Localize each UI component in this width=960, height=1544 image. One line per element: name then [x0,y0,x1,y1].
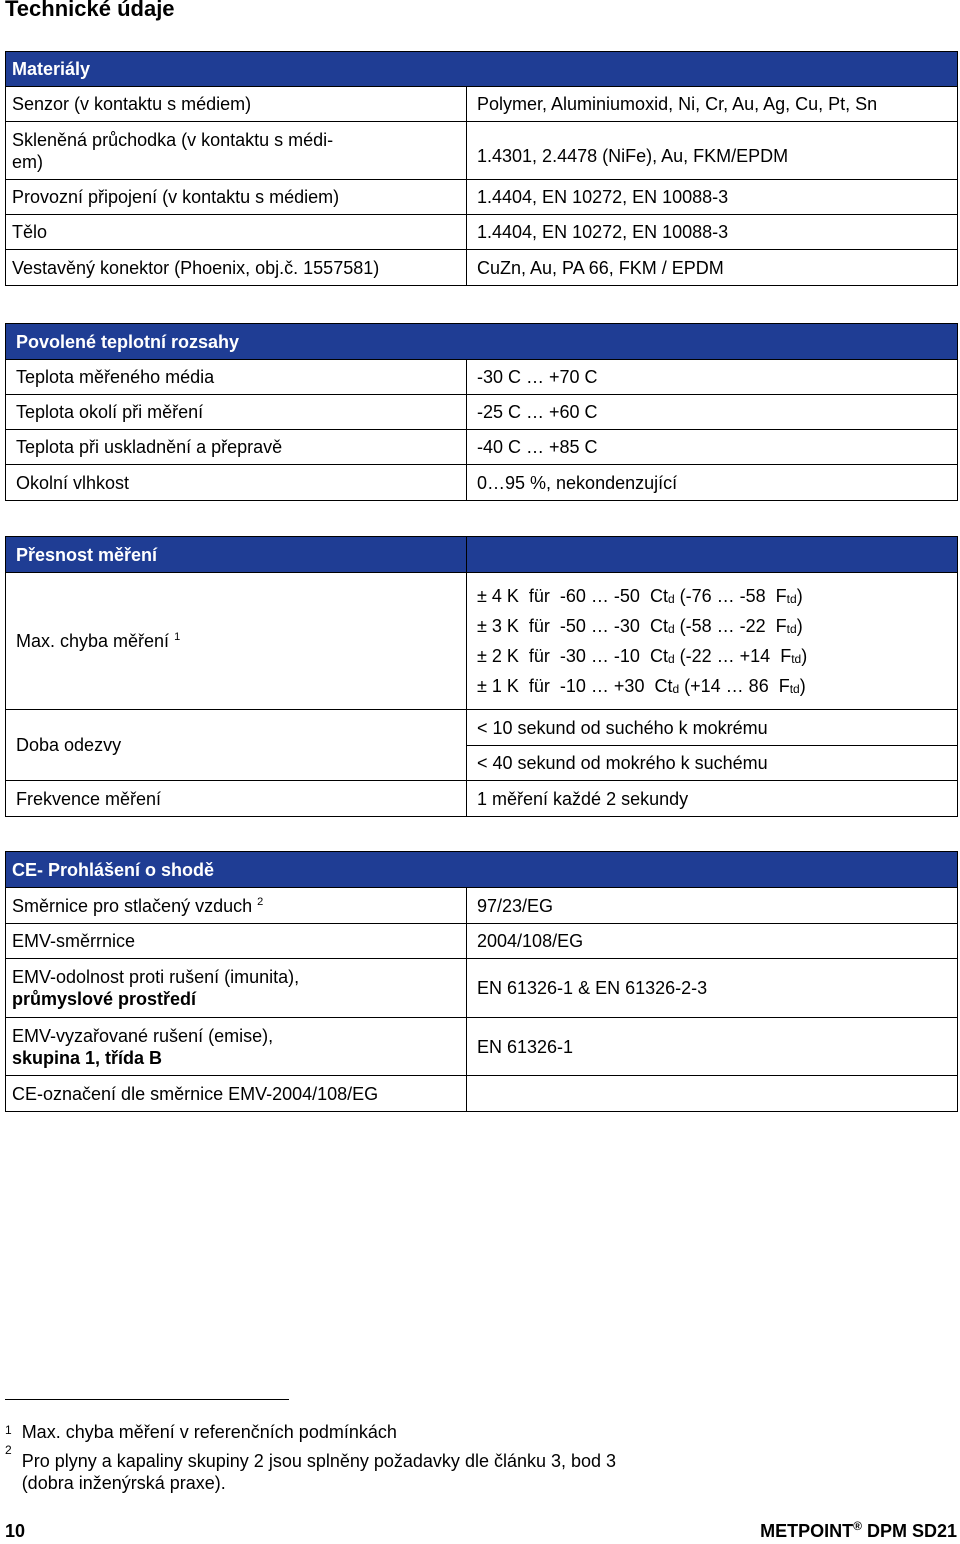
table-row [6,959,958,1018]
table-row [6,430,958,465]
accuracy-line: ± 2 K für -30 … -10 $Ct_d$ (-22 … +14 $F_{td}$) [477,646,808,666]
table-row [6,1018,958,1076]
temperatures-header-row [6,324,958,360]
row-label: EMV-vyzařované rušení (emise), skupina 1, třída B [6,1018,467,1076]
row-label: Vestavěný konektor (Phoenix, obj.č. 1557581) [6,250,467,286]
row-value: Polymer, Aluminiumoxid, Ni, Cr, Au, Ag, Cu, Pt, Sn [467,87,958,122]
table-row [6,1076,958,1112]
row-label: EMV-odolnost proti rušení (imunita), průmyslové prostředí [6,959,467,1018]
table-row [6,87,958,122]
accuracy-header: Přesnost měření [6,537,467,573]
row-value: 1.4301, 2.4478 (NiFe), Au, FKM/EPDM [467,122,958,180]
row-value: 2004/108/EG [467,924,958,959]
frequency-value: 1 měření každé 2 sekundy [467,781,958,817]
row-label: Senzor (v kontaktu s médiem) [6,87,467,122]
accuracy-table [5,536,958,817]
table-row [6,573,958,710]
row-value: -30 C … +70 C [467,360,958,395]
materials-table [5,51,958,286]
ce-header: CE- Prohlášení o shodě [6,852,958,888]
row-label: Skleněná průchodka (v kontaktu s médi- em) [6,122,467,180]
row-value: -25 C … +60 C [467,395,958,430]
registered-mark: ® [853,1519,862,1533]
row-value: 1.4404, EN 10272, EN 10088-3 [467,180,958,215]
row-label: Teplota okolí při měření [6,395,467,430]
ce-table [5,851,958,1112]
product-name: METPOINT® DPM SD21 [760,1519,957,1541]
row-value-empty [467,1076,958,1112]
table-row [6,395,958,430]
table-row [6,180,958,215]
row-label: EMV-směrrnice [6,924,467,959]
max-error-label: Max. chyba měření $^1$ [6,573,467,710]
table-row [6,122,958,180]
footnote-ref-1: 1 [174,631,181,643]
materials-header-row [6,52,958,87]
table-row [6,924,958,959]
response-label: Doba odezvy [6,710,467,781]
row-value: -40 C … +85 C [467,430,958,465]
ce-header-row [6,852,958,888]
row-value: 1.4404, EN 10272, EN 10088-3 [467,215,958,250]
table-row [6,215,958,250]
accuracy-line: ± 4 K für -60 … -50 $Ct_d$ (-76 … -58 $F_{td}$) [477,586,803,606]
temperatures-table [5,323,958,501]
materials-header: Materiály [6,52,958,87]
accuracy-header-blank [467,537,958,573]
row-value: EN 61326-1 & EN 61326-2-3 [467,959,958,1018]
accuracy-line: ± 1 K für -10 … +30 $Ct_d$ (+14 … 86 $F_{td}$) [477,676,806,696]
footnote-2: $^2$Pro plyny a kapaliny skupiny 2 jsou splněny požadavky dle článku 3, bod 3 (dobra inženýrská praxe). [5,1443,617,1493]
row-value: 97/23/EG [467,888,958,924]
response-value-2: < 40 sekund od mokrého k suchému [467,746,958,781]
footnote-ref-2: 2 [257,895,264,908]
temperatures-header: Povolené teplotní rozsahy [6,324,958,360]
page-title: Technické údaje [5,0,175,21]
table-row [6,781,958,817]
row-label: Směrnice pro stlačený vzduch $^2$ [6,888,467,924]
row-value: 0…95 %, nekondenzující [467,465,958,501]
row-label: Okolní vlhkost [6,465,467,501]
accuracy-header-row [6,537,958,573]
table-row [6,465,958,501]
accuracy-line: ± 3 K für -50 … -30 $Ct_d$ (-58 … -22 $F_{td}$) [477,616,803,636]
row-label: Provozní připojení (v kontaktu s médiem) [6,180,467,215]
row-label: CE-označení dle směrnice EMV-2004/108/EG [6,1076,467,1112]
table-row [6,710,958,746]
frequency-label: Frekvence měření [6,781,467,817]
table-row [6,250,958,286]
row-label: Teplota měřeného média [6,360,467,395]
footnote-1: $^1$ Max. chyba měření v referenčních podmínkách [5,1422,397,1442]
footnote-divider [5,1399,289,1400]
page-number: 10 [5,1521,26,1541]
table-row [6,360,958,395]
row-value: CuZn, Au, PA 66, FKM / EPDM [467,250,958,286]
row-label: Teplota při uskladnění a přepravě [6,430,467,465]
table-row [6,888,958,924]
row-label: Tělo [6,215,467,250]
response-value-1: < 10 sekund od suchého k mokrému [467,710,958,746]
row-value: EN 61326-1 [467,1018,958,1076]
max-error-values [467,573,958,710]
